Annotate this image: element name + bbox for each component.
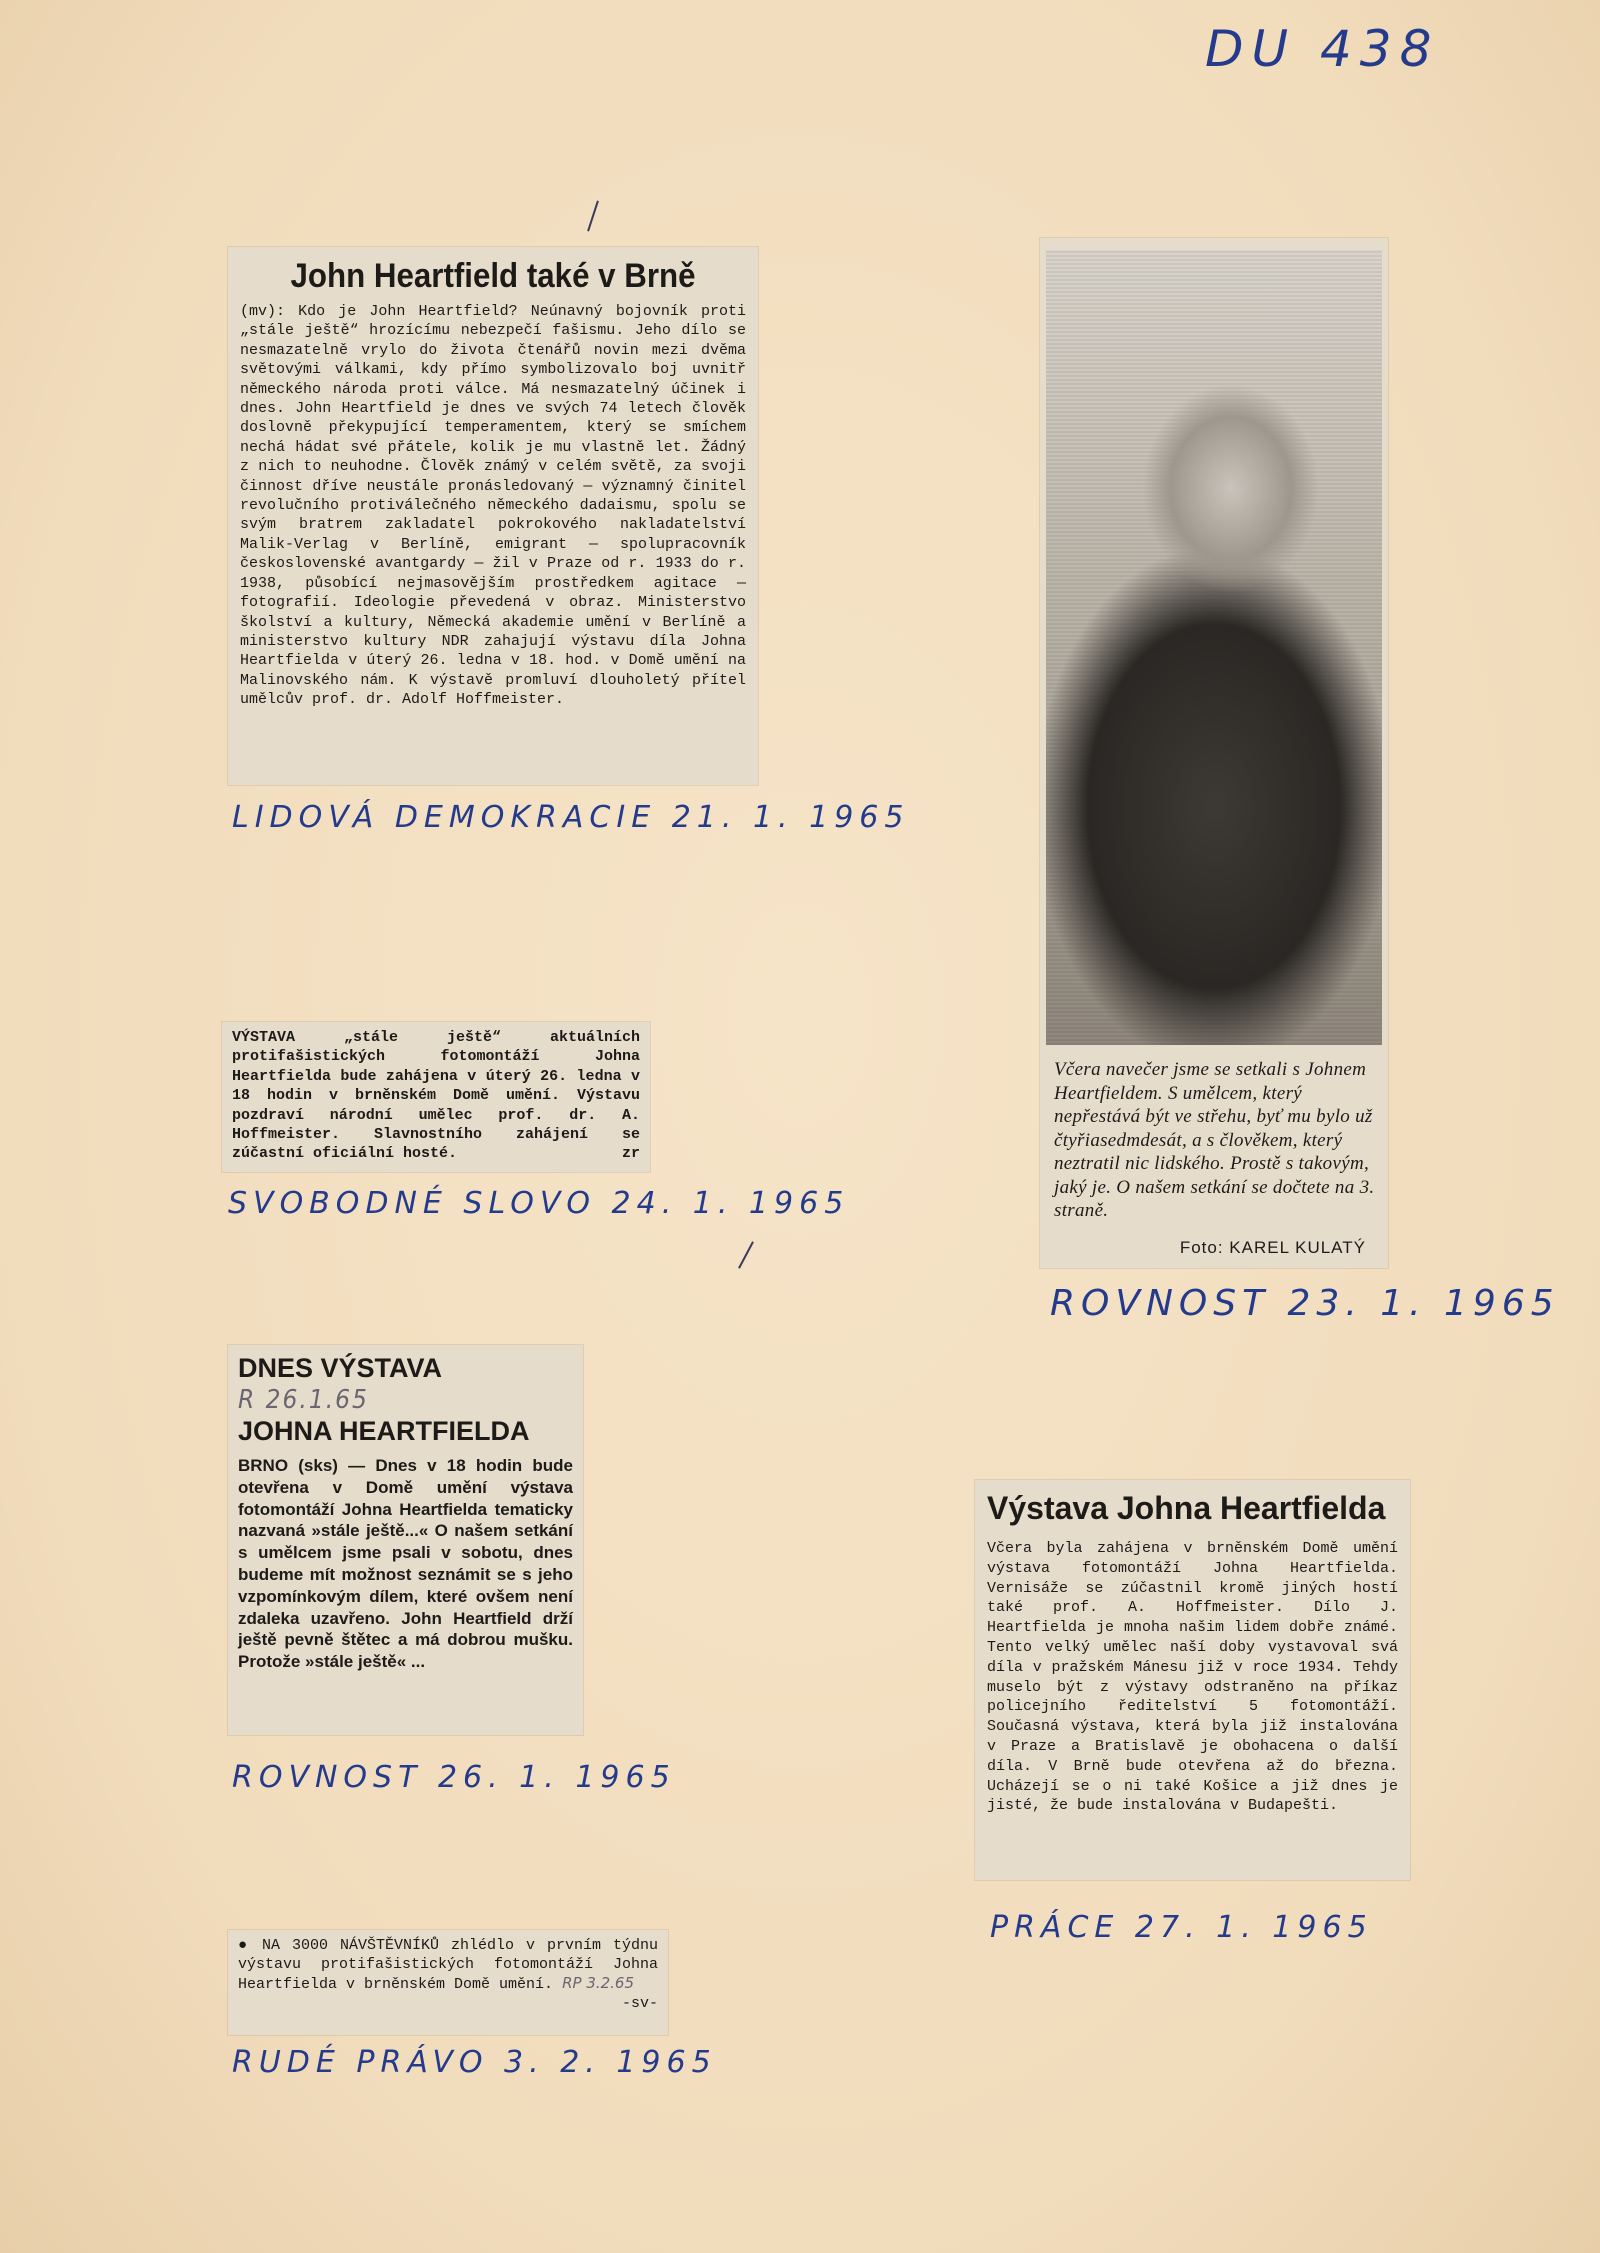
source-note: RUDÉ PRÁVO 3. 2. 1965 (232, 2045, 717, 2080)
pencil-mark (587, 200, 599, 231)
clipping-rude-pravo (228, 1930, 668, 2035)
source-note: SVOBODNÉ SLOVO 24. 1. 1965 (228, 1186, 850, 1221)
clipping-signature: zr (621, 1145, 640, 1163)
clipping-title: John Heartfield také v Brně (290, 257, 696, 295)
clipping-body: (mv): Kdo je John Heartfield? Neúnavný bojovník proti „stále ještě“ hrozícímu nebezpečí fašismu. Jeho dílo se nesmazatelně vrylo do života čtenářů novin mezi dvěma světovými válkami, kdy přímo symbolizovalo boj uvnitř německého národa proti válce. Má nesmazatelný účinek i dnes. John Heartfield je dnes ve svých 74 letech člověk doslovně překypující temperamentem, který se smíchem nechá hádat své přátele, kolik je mu vlastně let. Žádný z nich to neuhodne. Člověk známý v celém světě, za svoji činnost dříve neustále pronásledovaný — významný činitel revolučního protiválečného německého dadaismu, spolu se svým bratrem zakladatel pokrokového nakladatelství Malik-Verlag v Berlíně, emigrant — spolupracovník československé avantgardy — žil v Praze od r. 1933 do r. 1938, působící nejmasovějším prostředkem agitace — fotografií. Ideologie převedená v obraz. Ministerstvo školství a kultury, Německá akademie umění v Berlíně a ministerstvo kultury NDR zahajují výstavu díla Johna Heartfielda v úterý 26. ledna v 18. hod. v Domě umění na Malinovského nám. K výstavě promluví dlouholetý přítel umělcův prof. dr. Adolf Hoffmeister. (240, 303, 746, 709)
handwritten-date-note: R 26.1.65 (238, 1385, 369, 1415)
clipping-body: Včera byla zahájena v brněnském Domě umění výstava fotomontáží Johna Heartfielda. Vernisáže se zúčastnil kromě jiných hostí také prof. A. Hoffmeister. Dílo J. Heartfielda je mnoha našim lidem dobře známé. Tento velký umělec naší doby vystavoval svá díla v pražském Mánesu již v roce 1934. Tehdy muselo být z výstavy odstraněno na příkaz policejního ředitelství 5 fotomontáží. Současná výstava, která byla již instalována v Praze a Bratislavě je obohacena o další díla. V Brně bude otevřena až do března. Ucházejí se o ni také Košice a již dnes je jisté, že bude instalována v Budapešti. (987, 1540, 1398, 1815)
clipping-body-text: ● NA 3000 NÁVŠTĚVNÍKŮ zhlédlo v prvním týdnu výstavu protifašistických fotomontáží Johna Heartfielda v brněnském Domě umění. (238, 1937, 658, 1993)
clipping-title-line: DNES VÝSTAVA (238, 1353, 442, 1383)
source-note: ROVNOST 26. 1. 1965 (232, 1760, 676, 1795)
clipping-body (232, 1028, 640, 1164)
photo-caption: Včera navečer jsme se setkali s Johnem Heartfieldem. S umělcem, který nepřestává být ve střehu, byť mu bylo už čtyřiasedmdesát, a s člověkem, který neztratil nic lidského. Prostě s takovým, jaký je. O našem setkání se dočtete na 3. straně. (1054, 1059, 1375, 1221)
photo-credit: Foto: KAREL KULATÝ (1179, 1238, 1366, 1257)
clipping-prace (975, 1480, 1410, 1880)
photo-john-heartfield (1046, 250, 1382, 1045)
clipping-title (238, 1353, 573, 1447)
clipping-rovnost-dnes (228, 1345, 583, 1735)
source-note: LIDOVÁ DEMOKRACIE 21. 1. 1965 (232, 800, 910, 835)
clipping-body-text: VÝSTAVA „stále ještě“ aktuálních protifašistických fotomontáží Johna Heartfielda bude zahájena v úterý 26. ledna v 18 hodin v brněnském Domě umění. Výstavu pozdraví národní umělec prof. dr. A. Hoffmeister. Slavnostního zahájení se zúčastní oficiální hosté. (232, 1029, 640, 1163)
clipping-rovnost-photo (1040, 238, 1388, 1268)
clipping-signature: -sv- (621, 1995, 658, 2012)
pencil-mark (738, 1241, 754, 1268)
archive-number: DU 438 (1205, 20, 1440, 78)
clipping-title: Výstava Johna Heartfielda (987, 1490, 1386, 1526)
source-note: PRÁCE 27. 1. 1965 (990, 1910, 1373, 1945)
clipping-body (238, 1936, 658, 2012)
source-note: ROVNOST 23. 1. 1965 (1050, 1283, 1560, 1324)
clipping-title-line: JOHNA HEARTFIELDA (238, 1416, 530, 1446)
clipping-lidova-demokracie (228, 247, 758, 785)
clipping-svobodne-slovo (222, 1022, 650, 1172)
clipping-body: BRNO (sks) — Dnes v 18 hodin bude otevřena v Domě umění výstava fotomontáží Johna Heartfielda tematicky nazvaná »stále ještě...« O našem setkání s umělcem jsme psali v sobotu, dnes budeme mít možnost seznámit se s jeho vzpomínkovým dílem, které ovšem není zdaleka uzavřeno. John Heartfield drží ještě pevně štětec a má dobrou mušku. Protože »stále ještě« ... (238, 1456, 573, 1672)
handwritten-date-note: RP 3.2.65 (562, 1974, 635, 1992)
